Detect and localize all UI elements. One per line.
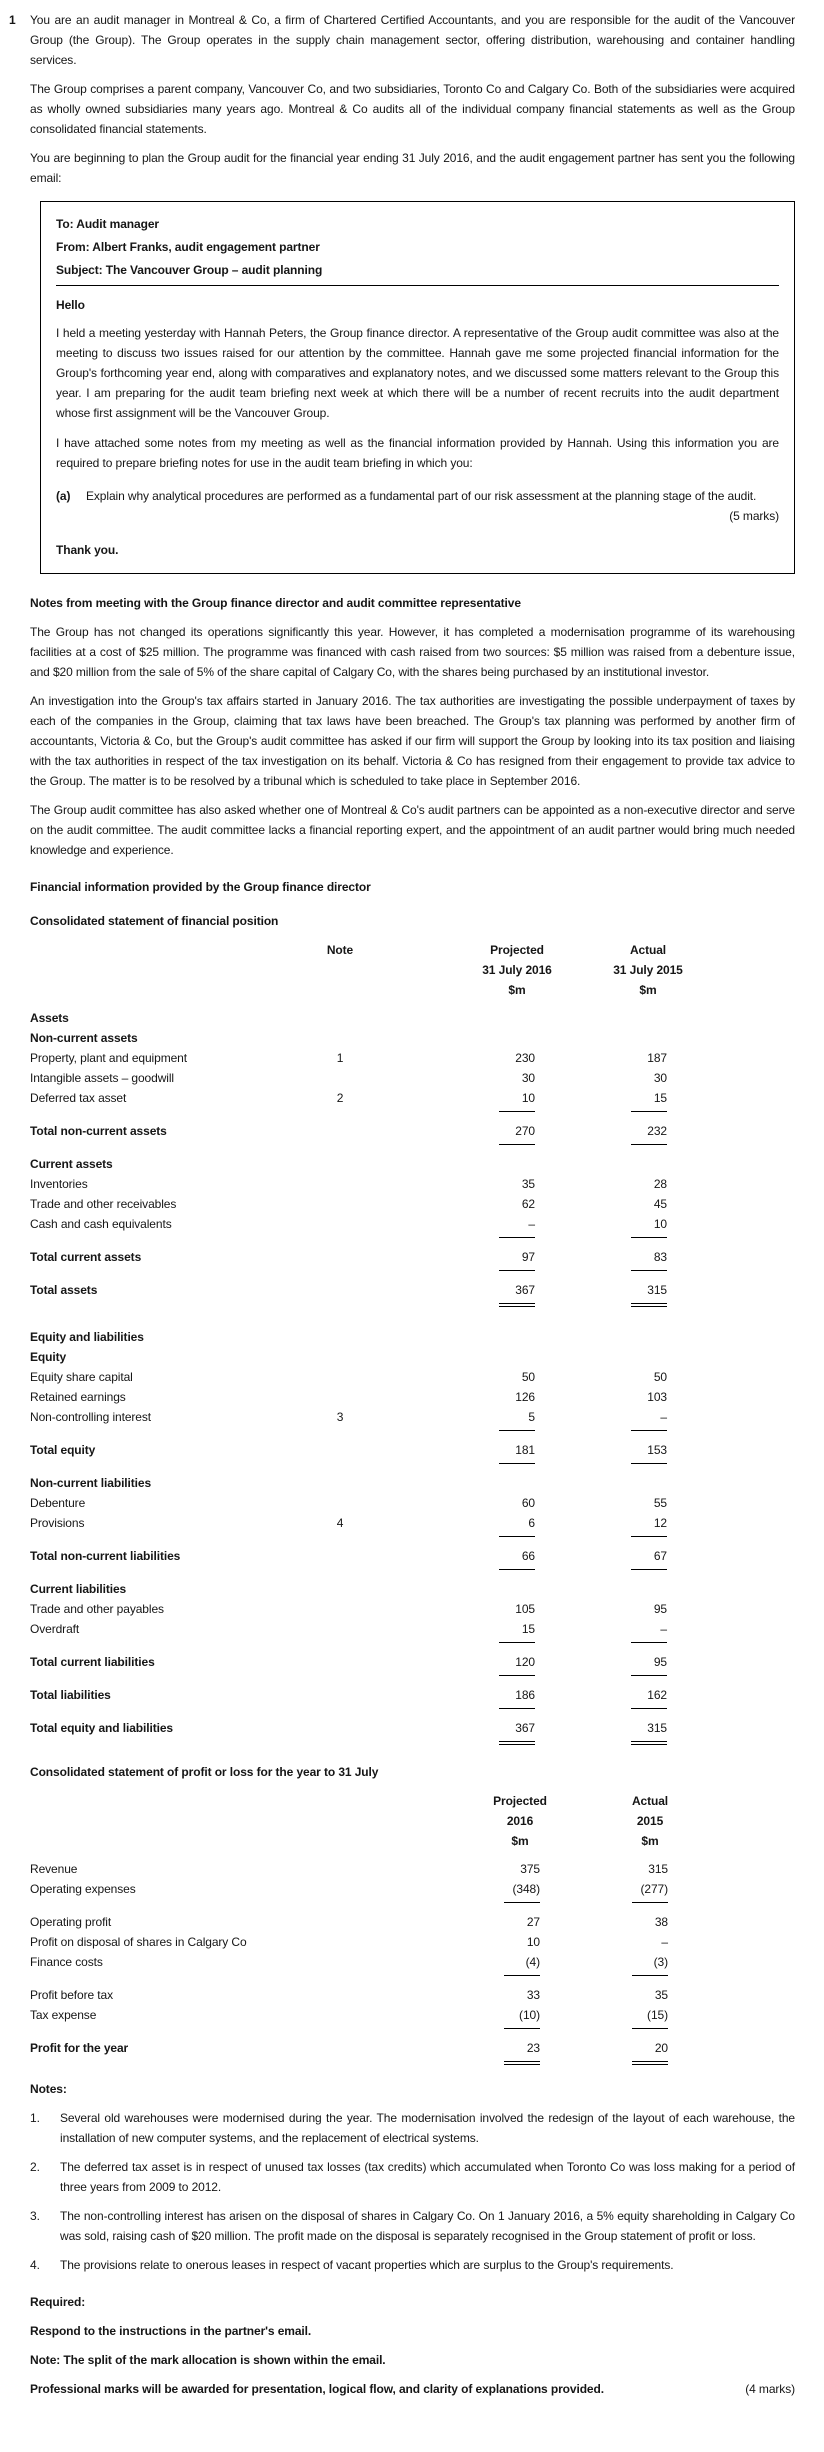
row-value-projected: 60	[521, 1496, 535, 1510]
row-note-ref: 2	[336, 1091, 344, 1105]
meeting-notes-paragraph-2: An investigation into the Group's tax affairs started in January 2016. The tax authorities are investigating the possible underpayment of taxes by each of the companies in the Group, claiming that tax laws have been breached. The Group's tax planning was performed by another firm of accountants, Victoria & Co, but the Group's audit committee has asked if our firm will support the Group by looking into its tax position and liaising with the tax authorities in respect of the tax investigation on its behalf. Victoria & Co has resigned from their engagement to provide tax advice to the Group. The matter is to be resolved by a tribunal which is scheduled to take place in September 2016.	[30, 694, 795, 788]
financial-row	[30, 1174, 795, 1194]
row-value-actual	[535, 1327, 667, 1347]
row-value-projected	[370, 1327, 535, 1347]
row-value-actual: (15)	[540, 2005, 668, 2031]
required-heading: Required:	[30, 2295, 86, 2309]
sofp-title: Consolidated statement of financial position	[30, 914, 279, 928]
row-value-projected: 66	[370, 1546, 535, 1572]
row-value-projected: 27	[526, 1915, 540, 1929]
note-number: 4.	[30, 2258, 40, 2272]
financial-row	[30, 1407, 795, 1433]
row-label: Total equity and liabilities	[30, 1721, 173, 1735]
row-note-ref: 3	[336, 1410, 344, 1424]
row-label: Finance costs	[30, 1955, 103, 1969]
row-value-actual: 30	[653, 1071, 667, 1085]
row-label: Non-current assets	[30, 1031, 138, 1045]
row-value-actual: –	[535, 1407, 667, 1433]
row-value-projected: 6	[370, 1513, 535, 1539]
row-label: Operating profit	[30, 1915, 112, 1929]
row-label: Tax expense	[30, 2008, 97, 2022]
row-note-ref	[310, 1367, 370, 1387]
sofp-projected-unit: $m	[508, 983, 526, 997]
row-label: Profit for the year	[30, 2041, 129, 2055]
row-note-ref	[310, 1154, 370, 1174]
total-rule	[499, 1569, 535, 1570]
total-rule	[499, 1708, 535, 1709]
sofp-actual-unit: $m	[639, 983, 657, 997]
meeting-notes-heading: Notes from meeting with the Group finance director and audit committee representative	[30, 596, 521, 610]
note-number: 3.	[30, 2209, 40, 2223]
row-note-ref	[310, 1028, 370, 1048]
row-note-ref	[310, 1174, 370, 1194]
row-value-actual	[535, 1347, 667, 1367]
row-value-actual: 232	[535, 1121, 667, 1147]
row-note-ref	[310, 1685, 370, 1711]
note-item-4	[30, 2255, 795, 2275]
row-value-projected: 367	[370, 1718, 535, 1745]
row-note-ref	[310, 1008, 370, 1028]
row-value-projected	[370, 1473, 535, 1493]
question-intro	[9, 10, 795, 70]
row-label: Retained earnings	[30, 1390, 126, 1404]
sofp-rows	[30, 1008, 795, 1745]
row-note-ref	[310, 1280, 370, 1307]
total-rule	[504, 2061, 540, 2065]
row-value-actual: 35	[654, 1988, 668, 2002]
row-note-ref: 1	[336, 1051, 344, 1065]
pl-header-row-3	[30, 1831, 795, 1851]
financial-row	[30, 1088, 795, 1114]
row-value-actual: 15	[535, 1088, 667, 1114]
total-rule	[499, 1536, 535, 1537]
pl-projected-header: Projected	[493, 1794, 547, 1808]
total-rule	[499, 1144, 535, 1145]
row-value-actual: 45	[653, 1197, 667, 1211]
total-rule	[499, 1741, 535, 1745]
email-greeting: Hello	[56, 298, 85, 312]
row-label: Total assets	[30, 1283, 98, 1297]
email-from-line: From: Albert Franks, audit engagement partner	[56, 240, 320, 254]
pl-actual-unit: $m	[641, 1834, 659, 1848]
row-label: Profit on disposal of shares in Calgary Co	[30, 1935, 247, 1949]
sofp-header-row-3	[30, 980, 795, 1000]
row-note-ref	[310, 1387, 370, 1407]
total-rule	[631, 1237, 667, 1238]
row-value-projected: 186	[370, 1685, 535, 1711]
row-label: Total current assets	[30, 1250, 142, 1264]
row-value-projected	[370, 1347, 535, 1367]
total-rule	[631, 1463, 667, 1464]
row-value-actual: –	[535, 1619, 667, 1645]
row-label: Debenture	[30, 1496, 86, 1510]
row-value-projected: 367	[370, 1280, 535, 1307]
row-value-actual: 95	[653, 1602, 667, 1616]
total-rule	[504, 1902, 540, 1903]
row-value-projected: 5	[370, 1407, 535, 1433]
total-rule	[504, 1975, 540, 1976]
row-note-ref	[310, 1440, 370, 1466]
total-rule	[504, 2028, 540, 2029]
row-note-ref	[310, 1068, 370, 1088]
row-note-ref	[310, 1718, 370, 1745]
financial-row	[30, 2038, 795, 2065]
financial-info-heading: Financial information provided by the Group finance director	[30, 880, 371, 894]
financial-row	[30, 1912, 795, 1932]
pl-projected-year: 2016	[506, 1814, 534, 1828]
row-label: Assets	[30, 1011, 69, 1025]
row-value-projected: 35	[521, 1177, 535, 1191]
financial-row	[30, 1879, 795, 1905]
row-value-actual: 315	[535, 1280, 667, 1307]
row-value-projected: (348)	[390, 1879, 540, 1905]
row-value-projected	[370, 1008, 535, 1028]
sofp-header-row-1	[30, 940, 795, 960]
total-rule	[631, 1569, 667, 1570]
row-label: Non-current liabilities	[30, 1476, 152, 1490]
financial-row	[30, 1932, 795, 1952]
row-value-projected: 97	[370, 1247, 535, 1273]
financial-row	[30, 1214, 795, 1240]
row-value-projected: (10)	[390, 2005, 540, 2031]
total-rule	[631, 1111, 667, 1112]
row-value-projected	[370, 1154, 535, 1174]
row-value-actual: 315	[535, 1718, 667, 1745]
note-text: The non-controlling interest has arisen on the disposal of shares in Calgary Co. On 1 January 2016, a 5% equity shareholding in Calgary Co was sold, raising cash of $20 million. The profit made on the disposal is separately recognised in the Group statement of profit or loss.	[60, 2209, 795, 2243]
requirement-text: Explain why analytical procedures are performed as a fundamental part of our risk assessment at the planning stage of the audit. (5 marks)	[86, 486, 779, 526]
row-value-actual: 162	[535, 1685, 667, 1711]
row-value-actual: 67	[535, 1546, 667, 1572]
row-label: Non-controlling interest	[30, 1410, 151, 1424]
meeting-notes-paragraph-3: The Group audit committee has also asked whether one of Montreal & Co's audit partners can be appointed as a non-executive director and serve on the audit committee. The audit committee lacks a financial reporting expert, and the appointment of an audit partner would bring much needed knowledge and experience.	[30, 803, 795, 857]
sofp-note-header: Note	[326, 943, 354, 957]
row-note-ref	[310, 1214, 370, 1240]
row-value-projected: 230	[515, 1051, 535, 1065]
financial-row	[30, 2005, 795, 2031]
pl-rows	[30, 1859, 795, 2065]
total-rule	[631, 1303, 667, 1307]
row-label: Intangible assets – goodwill	[30, 1071, 174, 1085]
row-value-actual	[535, 1473, 667, 1493]
row-value-actual: –	[661, 1935, 668, 1949]
email-subject-line: Subject: The Vancouver Group – audit planning	[56, 263, 323, 277]
row-note-ref: 4	[336, 1516, 344, 1530]
financial-row	[30, 1859, 795, 1879]
pl-header-row-1	[30, 1791, 795, 1811]
row-value-projected	[370, 1579, 535, 1599]
row-label: Inventories	[30, 1177, 88, 1191]
row-value-actual: 28	[653, 1177, 667, 1191]
row-value-actual: 50	[653, 1370, 667, 1384]
row-label: Total liabilities	[30, 1688, 111, 1702]
row-value-actual	[535, 1008, 667, 1028]
meeting-notes-paragraph-1: The Group has not changed its operations significantly this year. However, it has completed a modernisation programme of its warehousing facilities at a cost of $25 million. The programme was financed with cash raised from two sources: $5 million was raised from a debenture issue, and $20 million from the sale of 5% of the share capital of Calgary Co, with the shares being purchased by an institutional investor.	[30, 625, 795, 679]
row-value-actual: 55	[653, 1496, 667, 1510]
sofp-table	[30, 940, 795, 1745]
pl-title: Consolidated statement of profit or loss for the year to 31 July	[30, 1765, 379, 1779]
sofp-projected-date: 31 July 2016	[482, 963, 552, 977]
row-label: Total equity	[30, 1443, 96, 1457]
note-item-3	[30, 2206, 795, 2246]
row-note-ref	[310, 1599, 370, 1619]
row-note-ref	[310, 1619, 370, 1645]
pl-projected-unit: $m	[511, 1834, 529, 1848]
sofp-actual-header: Actual	[629, 943, 667, 957]
row-label: Current assets	[30, 1157, 113, 1171]
total-rule	[631, 1642, 667, 1643]
financial-row	[30, 1546, 795, 1572]
pl-header-row-2	[30, 1811, 795, 1831]
email-box	[40, 201, 795, 574]
row-label: Total current liabilities	[30, 1655, 155, 1669]
note-text: The deferred tax asset is in respect of unused tax losses (tax credits) which accumulated when Toronto Co was loss making for a period of three years from 2009 to 2012.	[60, 2160, 795, 2194]
total-rule	[499, 1675, 535, 1676]
row-value-actual: 20	[540, 2038, 668, 2065]
pl-table	[30, 1791, 795, 2065]
row-label: Equity and liabilities	[30, 1330, 144, 1344]
intro-paragraph-3: You are beginning to plan the Group audit for the financial year ending 31 July 2016, and the audit engagement partner has sent you the following email:	[30, 151, 795, 185]
financial-row	[30, 1440, 795, 1466]
row-value-actual: 153	[535, 1440, 667, 1466]
row-value-projected: 62	[521, 1197, 535, 1211]
row-value-actual	[535, 1028, 667, 1048]
intro-paragraph-2: The Group comprises a parent company, Vancouver Co, and two subsidiaries, Toronto Co and Calgary Co. Both of the subsidiaries were acquired as wholly owned subsidiaries many years ago. Montreal & Co audits all of the individual company financial statements as well as the Group consolidated financial statements.	[30, 82, 795, 136]
financial-row	[30, 1247, 795, 1273]
financial-row	[30, 1718, 795, 1745]
financial-row	[30, 1154, 795, 1174]
financial-row	[30, 1652, 795, 1678]
row-value-projected: 120	[370, 1652, 535, 1678]
note-item-2	[30, 2157, 795, 2197]
row-label: Total non-current assets	[30, 1124, 167, 1138]
row-label: Deferred tax asset	[30, 1091, 127, 1105]
required-line-2: Note: The split of the mark allocation is shown within the email.	[30, 2353, 386, 2367]
row-value-actual: 10	[535, 1214, 667, 1240]
row-value-actual: 83	[535, 1247, 667, 1273]
professional-marks: (4 marks)	[745, 2382, 795, 2396]
financial-row	[30, 1387, 795, 1407]
row-value-actual: (3)	[540, 1952, 668, 1978]
row-note-ref	[310, 1347, 370, 1367]
row-label: Property, plant and equipment	[30, 1051, 187, 1065]
row-value-projected: 50	[521, 1370, 535, 1384]
row-label: Equity share capital	[30, 1370, 133, 1384]
email-requirement-a	[56, 486, 779, 526]
row-value-projected: 181	[370, 1440, 535, 1466]
total-rule	[631, 1741, 667, 1745]
row-label: Trade and other payables	[30, 1602, 164, 1616]
email-body-paragraph-1: I held a meeting yesterday with Hannah Peters, the Group finance director. A representative of the Group audit committee was also at the meeting to discuss two issues raised for our attention by the committee. Hannah gave me some projected financial information for the Group's forthcoming year end, along with comparatives and explanatory notes, and we discussed some matters relevant to the Group this year. I am preparing for the audit team briefing next week at which there will be a number of recent recruits into the audit department whose first assignment will be the Vancouver Group.	[56, 326, 779, 420]
row-label: Current liabilities	[30, 1582, 127, 1596]
row-value-projected: 10	[526, 1935, 540, 1949]
total-rule	[499, 1237, 535, 1238]
sofp-projected-header: Projected	[490, 943, 544, 957]
required-line-1: Respond to the instructions in the partner's email.	[30, 2324, 312, 2338]
row-note-ref	[310, 1652, 370, 1678]
row-note-ref	[310, 1121, 370, 1147]
financial-row	[30, 1347, 795, 1367]
row-value-projected: (4)	[390, 1952, 540, 1978]
financial-row	[30, 1280, 795, 1307]
financial-row	[30, 1685, 795, 1711]
required-line-3: Professional marks will be awarded for presentation, logical flow, and clarity of explanations provided. (4 marks)	[30, 2379, 795, 2399]
pl-actual-header: Actual	[631, 1794, 669, 1808]
financial-row	[30, 1493, 795, 1513]
financial-row	[30, 1068, 795, 1088]
row-value-actual	[535, 1154, 667, 1174]
total-rule	[631, 1675, 667, 1676]
total-rule	[631, 1144, 667, 1145]
total-rule	[499, 1270, 535, 1271]
total-rule	[499, 1430, 535, 1431]
row-label: Provisions	[30, 1516, 85, 1530]
row-note-ref	[310, 1247, 370, 1273]
row-value-projected: 23	[390, 2038, 540, 2065]
requirement-label: (a)	[56, 489, 71, 503]
row-label: Cash and cash equivalents	[30, 1217, 172, 1231]
intro-paragraph-1: You are an audit manager in Montreal & Co, a firm of Chartered Certified Accountants, and you are responsible for the audit of the Vancouver Group (the Group). The Group operates in the supply chain management sector, offering distribution, warehousing and container handling services.	[30, 13, 795, 67]
row-label: Total non-current liabilities	[30, 1549, 181, 1563]
row-value-actual: 95	[535, 1652, 667, 1678]
row-value-projected: 105	[515, 1602, 535, 1616]
financial-row	[30, 1513, 795, 1539]
row-value-actual: 12	[535, 1513, 667, 1539]
row-value-actual: (277)	[540, 1879, 668, 1905]
total-rule	[632, 2061, 668, 2065]
total-rule	[632, 1975, 668, 1976]
email-header-divider	[56, 285, 779, 286]
row-value-projected	[370, 1028, 535, 1048]
row-value-projected: 270	[370, 1121, 535, 1147]
total-rule	[631, 1270, 667, 1271]
note-number: 1.	[30, 2111, 40, 2125]
financial-row	[30, 1599, 795, 1619]
row-value-projected: 15	[370, 1619, 535, 1645]
total-rule	[632, 1902, 668, 1903]
financial-row	[30, 1952, 795, 1978]
row-value-projected: 375	[520, 1862, 540, 1876]
total-rule	[499, 1642, 535, 1643]
row-note-ref	[310, 1579, 370, 1599]
email-body-paragraph-2: I have attached some notes from my meeting as well as the financial information provided by Hannah. Using this information you are required to prepare briefing notes for use in the audit team briefing in which you:	[56, 436, 779, 470]
email-closing: Thank you.	[56, 543, 119, 557]
financial-row	[30, 1619, 795, 1645]
financial-row	[30, 1327, 795, 1347]
row-value-projected: 10	[370, 1088, 535, 1114]
row-note-ref	[310, 1493, 370, 1513]
total-rule	[631, 1536, 667, 1537]
question-number: 1	[9, 13, 16, 27]
row-value-actual: 315	[648, 1862, 668, 1876]
email-to-line: To: Audit manager	[56, 217, 159, 231]
total-rule	[631, 1708, 667, 1709]
note-item-1	[30, 2108, 795, 2148]
financial-row	[30, 1028, 795, 1048]
row-note-ref	[310, 1327, 370, 1347]
financial-row	[30, 1048, 795, 1068]
row-label: Revenue	[30, 1862, 78, 1876]
sofp-actual-date: 31 July 2015	[613, 963, 683, 977]
row-value-actual: 187	[647, 1051, 667, 1065]
row-note-ref	[310, 1473, 370, 1493]
row-value-actual: 103	[647, 1390, 667, 1404]
note-text: Several old warehouses were modernised during the year. The modernisation involved the redesign of the layout of each warehouse, the installation of new computer systems, and the replacement of electrical systems.	[60, 2111, 795, 2145]
financial-row	[30, 1121, 795, 1147]
sofp-header-row-2	[30, 960, 795, 980]
requirement-marks: (5 marks)	[729, 509, 779, 523]
financial-row	[30, 1579, 795, 1599]
note-number: 2.	[30, 2160, 40, 2174]
row-label: Profit before tax	[30, 1988, 114, 2002]
row-value-projected: 126	[515, 1390, 535, 1404]
row-note-ref	[310, 1546, 370, 1572]
total-rule	[499, 1303, 535, 1307]
financial-row	[30, 1473, 795, 1493]
financial-row	[30, 1367, 795, 1387]
row-label: Overdraft	[30, 1622, 80, 1636]
total-rule	[499, 1463, 535, 1464]
row-label: Trade and other receivables	[30, 1197, 177, 1211]
row-value-actual: 38	[654, 1915, 668, 1929]
financial-row	[30, 1194, 795, 1214]
pl-actual-year: 2015	[636, 1814, 664, 1828]
row-label: Equity	[30, 1350, 67, 1364]
total-rule	[631, 1430, 667, 1431]
row-label: Operating expenses	[30, 1882, 136, 1896]
row-value-projected: –	[370, 1214, 535, 1240]
row-value-projected: 30	[521, 1071, 535, 1085]
row-value-projected: 33	[526, 1988, 540, 2002]
note-text: The provisions relate to onerous leases in respect of vacant properties which are surplus to the Group's requirements.	[60, 2258, 674, 2272]
row-value-actual	[535, 1579, 667, 1599]
total-rule	[499, 1111, 535, 1112]
row-note-ref	[310, 1194, 370, 1214]
financial-row	[30, 1008, 795, 1028]
total-rule	[632, 2028, 668, 2029]
notes-heading: Notes:	[30, 2082, 67, 2096]
financial-row	[30, 1985, 795, 2005]
